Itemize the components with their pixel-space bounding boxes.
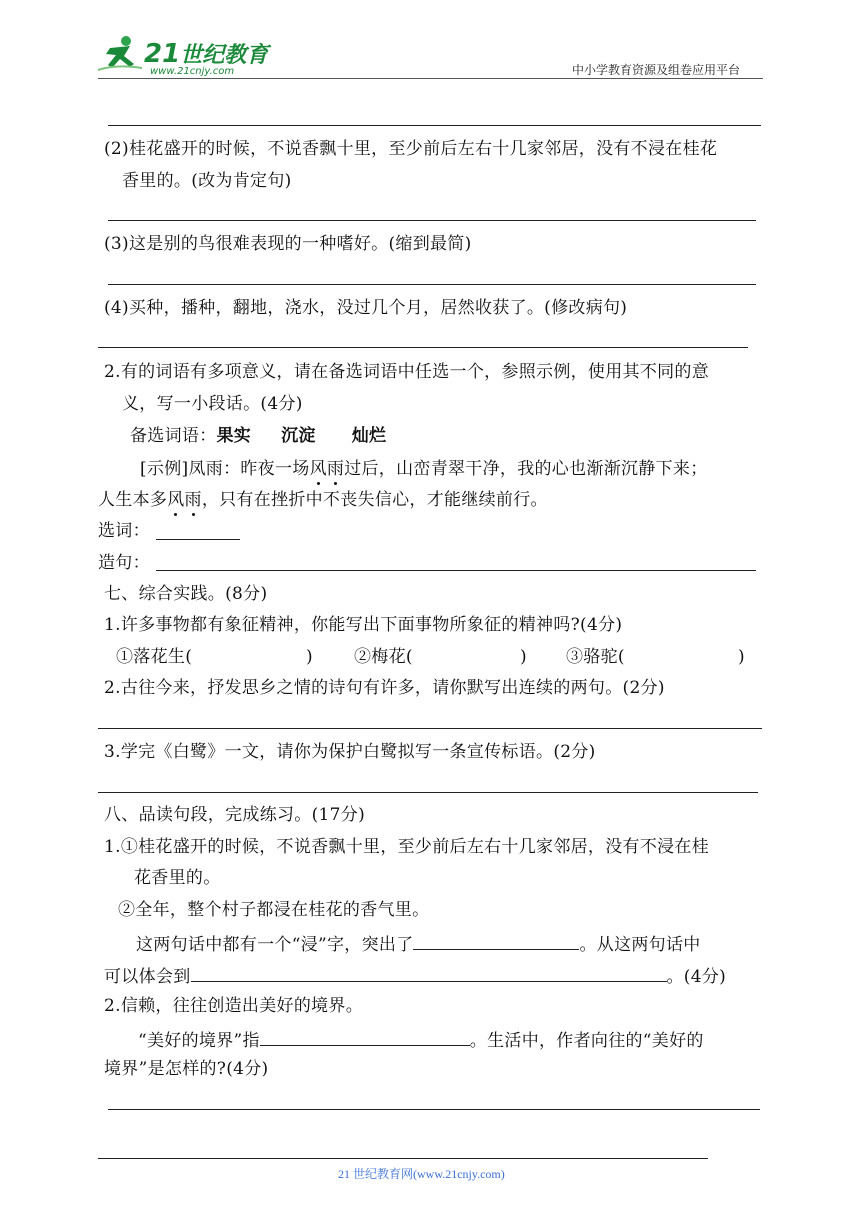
option-1: 果实 [216,426,252,446]
q2-example-line2: 人生本多风雨，只有在挫折中不丧失信心，才能继续前行。 [98,490,548,510]
blank-3[interactable] [260,1027,470,1046]
q1-item2-line1: (2)桂花盛开的时候，不说香飘十里，至少前后左右十几家邻居，没有不浸在桂花 [104,139,718,159]
header-rule [98,78,763,79]
section8-q1-line4: 这两句话中都有一个“浸”字，突出了 。从这两句话中 [136,931,701,956]
answer-line[interactable] [98,792,758,793]
q2-example-line1: [示例]凤雨：昨夜一场风雨过后，山峦青翠干净，我的心也渐渐沉静下来； [140,459,708,479]
section7-title: 七、综合实践。(8分) [104,584,268,604]
section8-title: 八、品读句段，完成练习。(17分) [104,805,365,825]
logo-name: 世纪教育 [180,43,269,68]
option-2: 沉淀 [281,426,316,446]
section7-q3: 3.学完《白鹭》一文，请你为保护白鹭拟写一条宣传标语。(2分) [104,742,596,762]
platform-name: 中小学教育资源及组卷应用平台 [572,63,741,77]
answer-line[interactable] [108,1109,760,1110]
section8-q2-line2: “美好的境界”指 。生活中，作者向往的“美好的 [138,1027,704,1052]
q2-options [130,425,386,447]
section7-item3-close: ) [738,647,745,667]
make-sentence-blank[interactable] [156,570,756,571]
option-3: 灿烂 [351,426,387,446]
options-label: 备选词语： [130,426,217,446]
section8-q1-line5: 可以体会到 。(4分) [104,963,726,988]
choose-word-label: 选词： [98,521,150,541]
choose-word-blank[interactable] [156,539,240,540]
section7-q2: 2.古往今来，抒发思乡之情的诗句有许多，请你默写出连续的两句。(2分) [104,678,665,698]
make-sentence-label: 造句： [98,553,150,573]
section8-q2-line1: 2.信赖，往往创造出美好的境界。 [104,996,364,1016]
logo-number: 21 [144,39,181,69]
section7-item2-close: ) [520,647,527,667]
section8-q1-line1: 1.①桂花盛开的时候，不说香飘十里，至少前后左右十几家邻居，没有不浸在桂 [104,837,710,857]
q2-line1: 2.有的词语有多项意义，请在备选词语中任选一个，参照示例，使用其不同的意 [104,362,710,382]
answer-line[interactable] [98,728,762,729]
q2-line2: 义，写一小段话。(4分) [122,394,303,414]
header [0,0,860,80]
section7-q1: 1.许多事物都有象征精神，你能写出下面事物所象征的精神吗?(4分) [104,615,623,635]
footer-text: 21 世纪教育网(www.21cnjy.com) [338,1167,505,1181]
q1-item2-line2: 香里的。(改为肯定句) [122,171,292,191]
answer-line [98,347,748,348]
answer-line [108,220,756,221]
section8-q2-line3: 境界”是怎样的?(4分) [104,1059,269,1079]
section7-item3: ③骆驼( [566,647,625,667]
answer-line [108,125,761,126]
blank-1[interactable] [413,931,579,950]
logo-url: www.21cnjy.com [150,66,235,77]
section7-item1: ①落花生( [116,647,193,667]
runner-logo-icon [96,34,144,74]
section8-q1-line3: ②全年，整个村子都浸在桂花的香气里。 [118,900,430,920]
footer-rule [98,1158,708,1159]
q1-item4: (4)买种，播种，翻地，浇水，没过几个月，居然收获了。(修改病句) [104,298,628,318]
section7-item2: ②梅花( [354,647,413,667]
section7-item1-close: ) [306,647,313,667]
blank-2[interactable] [191,963,667,982]
answer-line [108,284,756,285]
section8-q1-line2: 花香里的。 [134,868,221,888]
q1-item3: (3)这是别的鸟很难表现的一种嗜好。(缩到最简) [104,234,472,254]
